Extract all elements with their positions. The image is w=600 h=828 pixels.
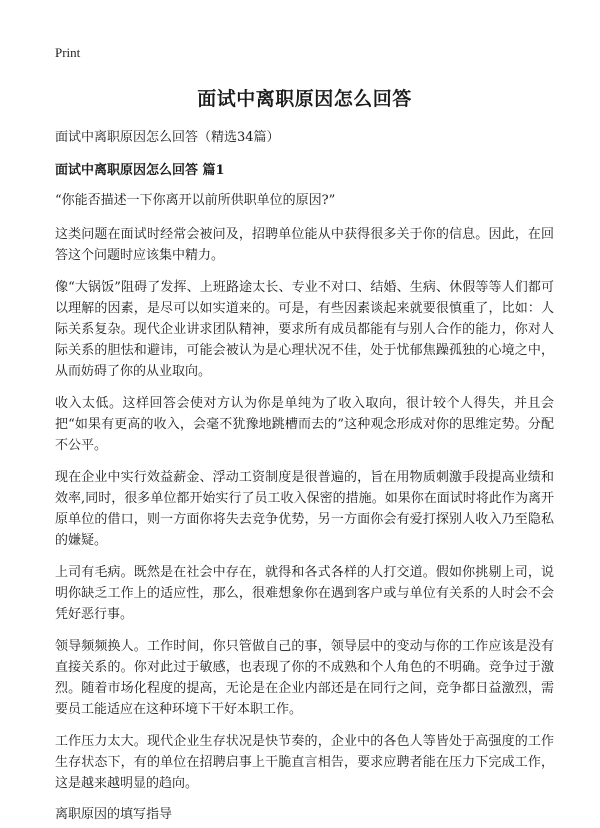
- page-title: 面试中离职原因怎么回答: [197, 88, 412, 110]
- document-subtitle: 面试中离职原因怎么回答（精选34篇）: [55, 130, 280, 145]
- paragraph-leadership-change: 领导频频换人。工作时间，你只管做自己的事，领导层中的变动与你的工作应该是没有直接关系的。你对此过于敏感，也表现了你的不成熟和个人角色的不明确。竞争过于激烈。随着市场化程度的提高，无论是在企业内部还是在同行之间，竞争都日益激烈，需要员工能适应在这种环境下干好本职工作。: [55, 639, 554, 717]
- paragraph-pay-system: 现在企业中实行效益薪金、浮动工资制度是很普遍的，旨在用物质刺激手段提高业绩和效率,同时，很多单位都开始实行了员工收入保密的措施。如果你在面试时将此作为离开原单位的借口，则一方面你将失去竞争优势，另一方面你会有爱打探别人收入乃至隐私的嫌疑。: [55, 470, 554, 548]
- print-link[interactable]: Print: [55, 45, 81, 60]
- paragraph-understandable-reasons: 像“大锅饭”阻碍了发挥、上班路途太长、专业不对口、结婚、生病、休假等等人们都可以理解的因素，是尽可以如实道来的。可是，有些因素谈起来就要很慎重了，比如：人际关系复杂。现代企业讲求团队精神，要求所有成员都能有与别人合作的能力，你对人际关系的胆怯和避讳，可能会被认为是心理状况不佳，处于忧郁焦躁孤独的心境之中，从而妨碍了你的从业取向。: [55, 280, 554, 379]
- footer-text: 离职原因的填写指导: [55, 807, 173, 822]
- paragraph-question: “你能否描述一下你离开以前所供职单位的原因?”: [55, 193, 336, 208]
- paragraph-work-pressure: 工作压力太大。现代企业生存状况是快节奏的，企业中的各色人等皆处于高强度的工作生存状态下，有的单位在招聘启事上干脆直言相告，要求应聘者能在压力下完成工作，这是越来越明显的趋向。: [55, 734, 554, 791]
- paragraph-low-income: 收入太低。这样回答会使对方认为你是单纯为了收入取向，很计较个人得失，并且会把“如果有更高的收入，会毫不犹豫地跳槽而去的”这种观念形成对你的思维定势。分配不公平。: [55, 396, 554, 453]
- paragraph-intro: 这类问题在面试时经常会被问及，招聘单位能从中获得很多关于你的信息。因此，在回答这个问题时应该集中精力。: [55, 227, 554, 263]
- section-heading: 面试中离职原因怎么回答 篇1: [55, 163, 225, 178]
- paragraph-boss-issues: 上司有毛病。既然是在社会中存在，就得和各式各样的人打交道。假如你挑剔上司，说明你缺乏工作上的适应性，那么，很难想象你在遇到客户或与单位有关系的人时会不会凭好恶行事。: [55, 565, 554, 622]
